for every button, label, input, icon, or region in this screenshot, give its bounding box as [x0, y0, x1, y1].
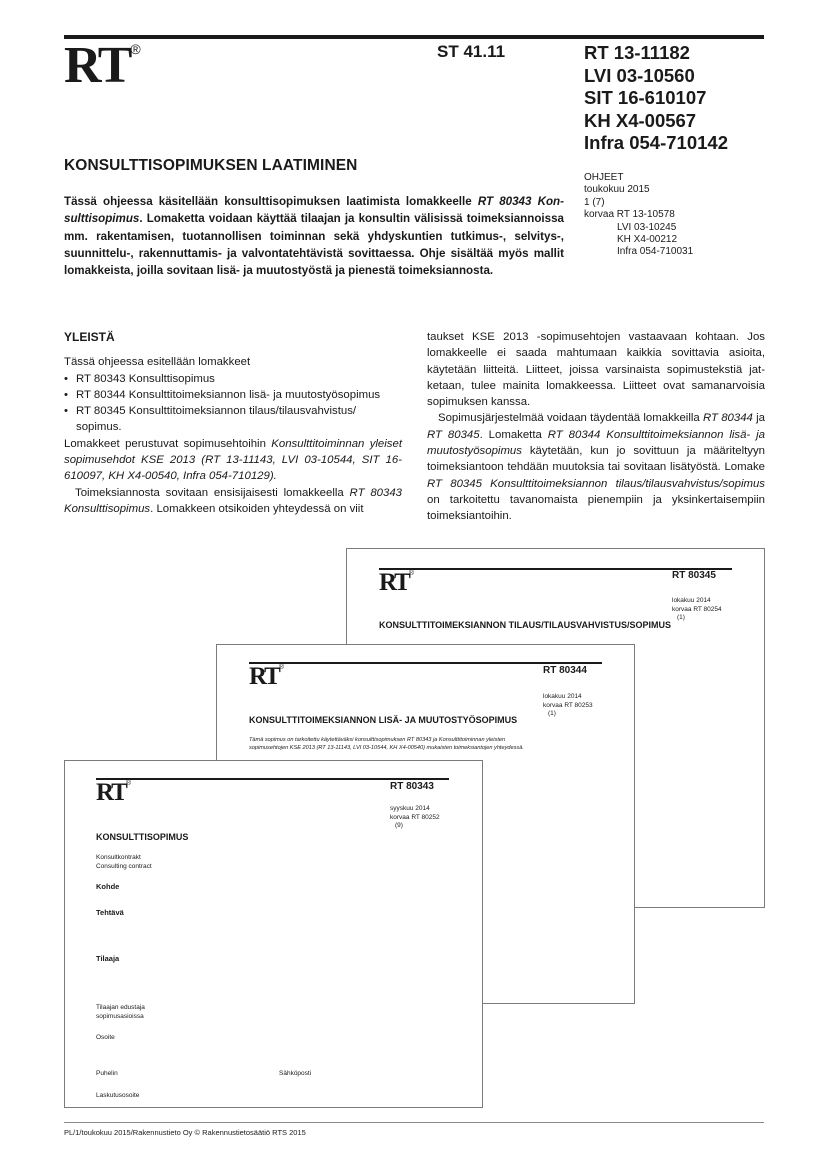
meta-replaces: korvaa RT 13-10578: [584, 209, 675, 221]
field-tehtava: Tehtävä: [96, 908, 124, 917]
page-footer: PL/1/toukokuu 2015/Rakennustieto Oy © Rakennustietosäätiö RTS 2015: [64, 1128, 306, 1137]
list-item: • RT 80345 Konsulttitoimeksiannon tilaus/tilausvahvistus/ sopimus.: [64, 403, 402, 436]
rt-logo: RT®: [96, 779, 132, 806]
field-sahkoposti: Sähköposti: [279, 1070, 312, 1077]
sheet-rule: [249, 662, 602, 664]
rt-logo: RT®: [64, 37, 141, 94]
meta-replaces-kh: KH X4-00212: [617, 234, 678, 246]
field-kohde: Kohde: [96, 882, 120, 891]
code-rt: RT 13-11182: [584, 42, 690, 63]
paragraph-references: taukset KSE 2013 -sopimusehtojen vastaavaan kohtaan. Jos lomakkeelle ei saada mahtumaan kaikkia sovittavia asioita, käytetään liitteitä. Liitteet, joissa varsinaista sopimustekstiä jatketaan, tulee mainita lomakkeessa. Liitteet ovat samanarvoisia sopimuksen kanssa.: [427, 331, 765, 409]
lead-text: Tässä ohjeessa esitellään lomakkeet: [64, 356, 251, 369]
paragraph-primary-form: Toimeksiannosta sovitaan ensisijaisesti lomakkeella RT 80343 Konsulttisopimus. Lomakkeen otsikoiden yhteydessä on viit: [64, 486, 402, 515]
form-code: RT 80345: [672, 570, 716, 581]
form-date: lokakuu 2014 korvaa RT 80253 (1): [543, 693, 593, 717]
page-title: KONSULTTISOPIMUKSEN LAATIMINEN: [64, 157, 358, 174]
rt-logo: RT®: [379, 569, 415, 596]
column-right: [427, 329, 765, 525]
meta-type: OHJEET: [584, 172, 624, 183]
intro-paragraph: Tässä ohjeessa käsitellään konsulttisopimuksen laatimista lomakkeelle RT 80343 Konsulttisopimus. Lomaketta voidaan käyttää tilaajan ja konsultin välisissä toimeksiannoissa mm. rakentamisen, tuotannollisen toiminnan sekä yhdyskuntien tutkimus-, selvitys-, suunnittelu-, rakennuttamis- ja valvontatehtävistä sovittaessa. Ohje sisältää myös mallit lomakkeista, joilla sovitaan lisä- ja muutostyöstä ja pienestä toimeksiannosta.: [64, 195, 564, 278]
st-code: ST 41.11: [437, 42, 506, 61]
column-left: [64, 329, 402, 517]
form-sheet-rt80343: [64, 760, 483, 1108]
form-code: RT 80343: [390, 781, 434, 792]
form-date: lokakuu 2014 korvaa RT 80254 (1): [672, 597, 722, 621]
meta-replaces-infra: Infra 054-710031: [617, 246, 694, 258]
meta-date: toukokuu 2015: [584, 184, 650, 196]
form-title: KONSULTTISOPIMUS: [96, 832, 189, 842]
paragraph-supplementary-forms: Sopimusjärjestelmää voidaan täydentää lomakkeilla RT 80344 ja RT 80345. Lomaketta RT 80344 Konsulttitoimeksiannon lisä- ja muutostyösopimus käytetään, kun jo sovittuun ja määriteltyyn toimeksiantoon tehdään muutoksia tai sovitaan lisätyöstä. Lomake RT 80345 Konsulttitoimeksiannon tilaus/tilausvahvistus/sopimus on tarkoitettu tavanomaista pienempiin ja yksinkertaisempiin toimeksiantoihin.: [427, 412, 765, 523]
list-item: • RT 80343 Konsulttisopimus: [64, 371, 402, 387]
form-title: KONSULTTITOIMEKSIANNON TILAUS/TILAUSVAHVISTUS/SOPIMUS: [379, 620, 672, 630]
form-list: [64, 371, 402, 436]
section-heading: YLEISTÄ: [64, 330, 115, 344]
sheet-rule: [96, 778, 449, 780]
meta-pages: 1 (7): [584, 196, 605, 208]
paragraph-terms: Lomakkeet perustuvat sopimusehtoihin Konsulttitoiminnan yleiset sopimusehdot KSE 2013 (RT 13-11143, LVI 03-10544, SIT 16-610097, KH X4-00540, Infra 054-710129).: [64, 437, 402, 483]
list-item: • RT 80344 Konsulttitoimeksiannon lisä- ja muutostyösopimus: [64, 387, 402, 403]
form-description: Tämä sopimus on tarkoitettu käytettäväksi konsulttisopimuksen RT 80343 ja Konsulttitoiminnan yleisten sopimusehtojen KSE 2013 (RT 13-11143, LVI 03-10544, KH X4-00540) mukaisten toimeksiantojen yhteydessä.: [249, 737, 524, 751]
field-tilaajan-edustaja: Tilaajan edustaja sopimusasioissa: [96, 1004, 145, 1020]
code-infra: Infra 054-710142: [584, 132, 728, 153]
code-kh: KH X4-00567: [584, 109, 697, 131]
field-osoite: Osoite: [96, 1034, 115, 1041]
top-rule: [64, 35, 764, 39]
meta-replaces-lvi: LVI 03-10245: [617, 221, 677, 233]
form-title: KONSULTTITOIMEKSIANNON LISÄ- JA MUUTOSTYÖSOPIMUS: [249, 715, 518, 725]
field-tilaaja: Tilaaja: [96, 954, 120, 963]
code-sit: SIT 16-610107: [584, 87, 707, 108]
document-meta: [584, 172, 693, 259]
field-puhelin: Puhelin: [96, 1070, 118, 1077]
form-date: syyskuu 2014 korvaa RT 80252 (9): [390, 805, 440, 829]
document-codes: [584, 42, 728, 155]
form-code: RT 80344: [543, 665, 587, 676]
code-lvi: LVI 03-10560: [584, 64, 695, 86]
field-laskutusosoite: Laskutusosoite: [96, 1092, 140, 1099]
form-subtitle: Konsultkontrakt Consulting contract: [96, 854, 152, 870]
footer-rule: [64, 1122, 764, 1123]
rt-logo: RT®: [249, 663, 285, 690]
